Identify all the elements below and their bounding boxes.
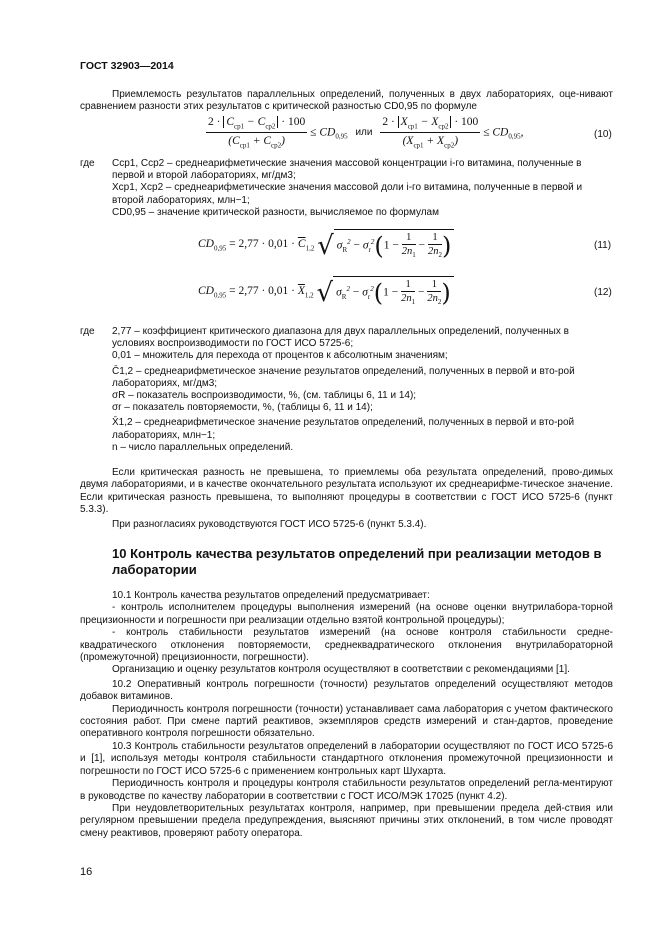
intro-block [80,89,613,114]
conclusion-paragraph: Если критическая разность не превышена, то приемлемы оба результата определений, прово-димых двумя лабораториями, и в качестве окончательного результата используют их среднеарифме-тическое значение. Если критическая разность превышена, то выполняют процедуры в соответствии с ГОСТ ИСО 5725-6 (пункт 5.3.3). [80,467,613,516]
section-paragraph: 10.2 Оперативный контроль погрешности (точности) результатов определений осуществляют методов добавок витаминов. [80,678,613,703]
where-list-1 [80,158,613,219]
where2-item: 2,77 – коэффициент критического диапазона для двух параллельных определений, полученных в условиях воспроизводимости по ГОСТ ИСО 5725-6; [112,326,569,350]
formula-12: $CD_{0,95} = 2,77 \cdot 0,01 \cdot \overline{X}_{1,2}$ √ $\sigma_R^2 - \sigma_r^2(1$ − $\frac{1}{2n_1}$ − $\frac{1}{2n_2}$ ) [198,276,454,307]
section-paragraph: Периодичность контроля погрешности (точности) устанавливает сама лаборатория с учетом фактического состояния работ. При смене партий реактивов, экземпляров средств измерений и стан-дартов, проведение оперативного контроля погрешности обязательно. [80,703,613,740]
equation-number-10: (10) [594,129,612,140]
where2-item: 0,01 – множитель для перехода от процентов к абсолютным значениям; [112,350,448,362]
section-10-heading: 10 Контроль качества результатов определений при реализации методов в лаборатории [112,546,602,577]
section-paragraph: - контроль исполнителем процедуры выполнения измерений (на основе оценки внутрилабора-торной прецизионности и погрешности при реализации отдельно взятой контрольной процедуры); [80,602,613,626]
intro-paragraph: Приемлемость результатов параллельных определений, полученных в двух лабораториях, оце-нивают сравнением разности этих результатов с критической разностью CD0,95 по формуле [80,89,613,113]
section-paragraph: Организацию и оценку результатов контроля осуществляют в соответствии с рекомендациями [1]. [112,664,570,676]
where-list-2 [80,326,613,454]
where1-item: Cср1, Cср2 – среднеарифметические значения массовой концентрации i-го витамина, полученные в первой и второй лабораториях, мг/дм3; [112,158,582,182]
section-10-body [80,590,613,840]
equation-number-11: (11) [594,240,612,251]
formula-10-left-fraction: $\frac{2 \cdot C_{ср1} - C_{ср2} \cdot 100}{(C_{ср1} + C_{ср2})}$ [208,116,306,150]
where1-item: Xср1, Xср2 – среднеарифметические значения массовой доли i-го витамина, полученные в первой и второй лабораториях, млн−1; [112,182,583,206]
formula-11: $CD_{0,95} = 2,77 \cdot 0,01 \cdot \overline{C}_{1,2}$ √ $\sigma_R^2 - \sigma_r^2(1$ − $\frac{1}{2n_1}$ − $\frac{1}{2n_2}$ ) [198,229,454,260]
where2-item: C̄1,2 – среднеарифметическое значение результатов определений, полученных в первой и вто-рой лабораториях, мг/дм3; [112,365,575,389]
section-paragraph: - контроль стабильности результатов измерений (на основе контроля стабильности средне-квадратического отклонения повторяемости, среднеквадратического отклонения внутрилабораторной (промежуточной) прецизионности, погрешности). [80,627,613,664]
where2-item: n – число параллельных определений. [112,441,294,453]
section-paragraph: 10.1 Контроль качества результатов определений предусматривает: [112,590,430,601]
formula-10: $\frac{2 \cdot C_{ср1} - C_{ср2} \cdot 100}{(C_{ср1} + C_{ср2})}$ ≤ $CD_{0,95}$ или $\frac{2 \cdot X_{ср1} - X_{ср2} \cdot 100}{(X_{ср1} + X_{ср2})}$ ≤ $CD_{0,95}$, [208,116,524,150]
document-header: ГОСТ 32903—2014 [80,60,174,72]
equation-number-12: (12) [594,287,612,298]
where2-item: σr – показатель повторяемости, %, (таблицы 6, 11 и 14); [112,402,373,414]
section-paragraph: Периодичность контроля и процедуры контроля стабильности результатов определений регла-ментируют в руководстве по качеству лаборатории в соответствии с ГОСТ ИСО/МЭК 17025 (пункт 4.2). [80,778,613,802]
disagreement-paragraph: При разногласиях руководствуются ГОСТ ИСО 5725-6 (пункт 5.3.4). [112,518,427,530]
section-paragraph: При неудовлетворительных результатах контроля, например, при превышении предела дей-ствия или регулярном превышении предела предупреждения, выясняют причины этих отклонений, в том числе проводят смену реактивов, проверяют работу оператора. [80,802,613,839]
where-label: где [80,158,95,169]
page-number: 16 [80,866,93,878]
where2-item: σR – показатель воспроизводимости, %, (см. таблицы 6, 11 и 14); [112,390,417,402]
section-paragraph: 10.3 Контроль стабильности результатов определений в лаборатории осуществляют по ГОСТ ИСО 5725-6 и [1], используя методы контроля стабильности стандартного отклонения промежуточной прецизионности и погрешности по ГОСТ ИСО 5725-6 с применением контрольных карт Шухарта. [80,740,613,777]
formula-10-or: или [355,127,373,139]
conclusion-block [80,467,613,531]
where1-item: CD0,95 – значение критической разности, вычисляемое по формулам [112,206,439,218]
where2-item: X̄1,2 – среднеарифметическое значение результатов определений, полученных в первой и вто-рой лабораториях, млн−1; [112,417,575,441]
where-label: где [80,326,95,337]
formula-10-right-fraction: $\frac{2 \cdot X_{ср1} - X_{ср2} \cdot 100}{(X_{ср1} + X_{ср2})}$ [382,116,479,150]
